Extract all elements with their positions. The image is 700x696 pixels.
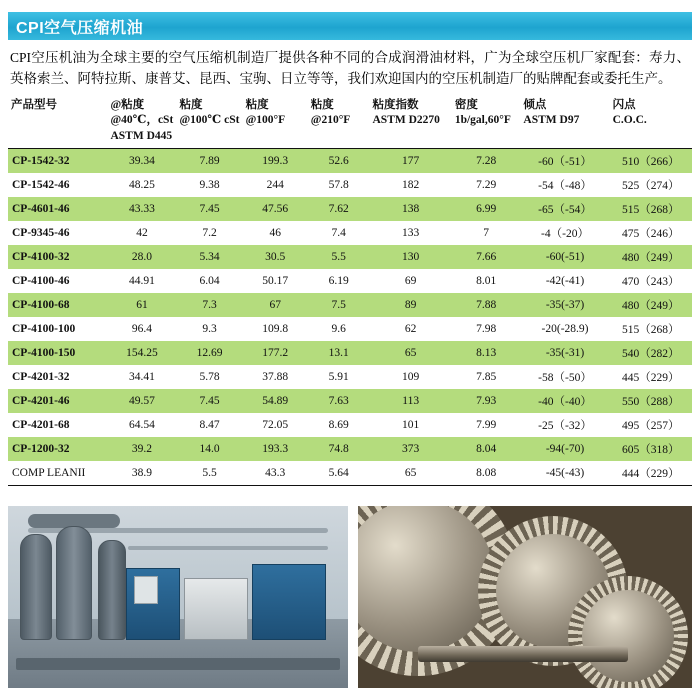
cell-v100f: 46 <box>269 227 281 240</box>
cell-pour: -4（-20） <box>541 228 589 241</box>
cell-v40: 154.25 <box>107 341 176 365</box>
column-header-viscosity-100f <box>243 96 308 149</box>
cell-v40: 42 <box>136 227 148 240</box>
cell-density: 7.99 <box>476 419 497 432</box>
cell-vi: 182 <box>402 179 420 192</box>
cell-flash: 480（249） <box>610 293 692 317</box>
cell-flash: 475（246） <box>622 228 680 241</box>
cell-v100c: 7.45 <box>176 197 242 221</box>
cell-flash: 445（229） <box>622 372 680 385</box>
cell-flash: 525（274） <box>622 180 680 193</box>
cell-v100c: 5.78 <box>199 371 220 384</box>
cell-v210f: 74.8 <box>308 437 370 461</box>
column-header-flash-point-main: 闪点 <box>612 98 636 111</box>
cell-v100f: 54.89 <box>243 389 308 413</box>
table-row <box>8 197 692 221</box>
cell-v100f: 109.8 <box>262 323 289 336</box>
cell-flash: 480（249） <box>610 245 692 269</box>
cell-v100f: 50.17 <box>262 275 289 288</box>
cell-flash: 444（229） <box>610 461 692 486</box>
cell-flash: 470（243） <box>622 276 680 289</box>
cell-vi: 138 <box>370 197 452 221</box>
specification-table <box>8 96 692 487</box>
cell-v40: 48.25 <box>129 179 155 192</box>
cell-vi: 65 <box>370 461 452 486</box>
column-header-pour-point-main: 倾点 <box>523 98 547 111</box>
table-row <box>8 221 692 245</box>
column-header-flash-point-sub: C.O.C. <box>612 114 647 127</box>
cell-vi: 130 <box>370 245 452 269</box>
cell-v210f: 57.8 <box>328 179 349 192</box>
cell-flash: 515（268） <box>610 197 692 221</box>
cell-v210f: 52.6 <box>308 149 370 174</box>
cell-v40: 28.0 <box>107 245 176 269</box>
cell-v100f: 30.5 <box>243 245 308 269</box>
industrial-gears-photo <box>358 506 692 688</box>
cell-pour: -58（-50） <box>538 372 592 385</box>
gear-small-right <box>568 576 688 688</box>
air-tank-3 <box>98 540 126 640</box>
table-row <box>8 173 692 197</box>
column-header-viscosity-100f-sub: @100°F <box>245 114 286 127</box>
table-row <box>8 245 692 269</box>
cell-v100c: 7.2 <box>202 227 217 240</box>
gear-hub-left <box>395 553 441 599</box>
cell-v40: 96.4 <box>131 323 153 336</box>
intro-text: CPI空压机油为全球主要的空气压缩机制造厂提供各种不同的合成润滑油材料，广为全球空压机厂家配套：寿力、英格索兰、阿特拉斯、康普艾、昆西、宝驹、日立等等，我们欢迎国内的空压机制造厂的贴牌配套或委托生产。 <box>10 50 690 86</box>
cell-v100c: 6.04 <box>199 275 220 288</box>
cell-v210f: 13.1 <box>308 341 370 365</box>
table-row <box>8 317 692 341</box>
cell-v40: 34.41 <box>129 371 155 384</box>
column-header-pour-point-sub: ASTM D97 <box>523 114 580 127</box>
cell-density: 7.98 <box>476 323 497 336</box>
cell-density: 7.66 <box>452 245 521 269</box>
cell-pour: -94(-70) <box>520 437 609 461</box>
cell-pour: -20(-28.9) <box>541 323 589 336</box>
cell-flash: 605（318） <box>610 437 692 461</box>
cell-vi: 113 <box>370 389 452 413</box>
compressor-unit-2 <box>184 578 248 640</box>
cell-model: CP-4201-68 <box>12 419 70 432</box>
cell-v40: 39.2 <box>107 437 176 461</box>
cell-v210f: 8.69 <box>328 419 349 432</box>
cell-v210f: 7.5 <box>308 293 370 317</box>
cell-flash: 495（257） <box>622 420 680 433</box>
gear-hub-center <box>534 572 572 610</box>
cell-v40: 38.9 <box>107 461 176 486</box>
cell-v40: 49.57 <box>107 389 176 413</box>
cell-v100f: 72.05 <box>262 419 289 432</box>
column-header-pour-point <box>520 96 609 149</box>
cell-flash: 540（282） <box>610 341 692 365</box>
cell-v100c: 14.0 <box>176 437 242 461</box>
cell-density: 8.13 <box>452 341 521 365</box>
air-tank-1 <box>20 534 52 640</box>
cell-v100f: 37.88 <box>262 371 289 384</box>
cell-v40: 64.54 <box>129 419 155 432</box>
cell-v210f: 5.64 <box>308 461 370 486</box>
cell-v100f: 47.56 <box>243 197 308 221</box>
cell-vi: 69 <box>404 275 417 288</box>
cell-pour: -40（-40） <box>520 389 609 413</box>
cell-v100c: 5.34 <box>176 245 242 269</box>
cell-v40: 61 <box>107 293 176 317</box>
cell-v100f: 199.3 <box>243 149 308 174</box>
cell-flash: 515（268） <box>622 324 680 337</box>
cell-model: CP-4100-32 <box>8 245 107 269</box>
column-header-viscosity-100f-main: 粘度 <box>245 98 269 111</box>
cell-model: CP-1200-32 <box>8 437 107 461</box>
cell-pour: -42(-41) <box>545 275 585 288</box>
cell-density: 8.01 <box>476 275 497 288</box>
cell-pour: -45(-43) <box>520 461 609 486</box>
cell-pour: -35(-37) <box>520 293 609 317</box>
cell-density: 7 <box>483 227 489 240</box>
table-row <box>8 461 692 486</box>
equipment-base <box>16 658 340 670</box>
overhead-pipe-2 <box>128 546 328 550</box>
column-header-viscosity-index-main: 粘度指数 <box>372 98 419 111</box>
cell-model: CP-1542-32 <box>8 149 107 174</box>
cell-pour: -25（-32） <box>538 420 592 433</box>
cell-model: CP-1542-46 <box>12 179 70 192</box>
table-header <box>8 96 692 149</box>
air-compressor-station-photo <box>8 506 348 688</box>
table-row <box>8 269 692 293</box>
cell-flash: 550（288） <box>610 389 692 413</box>
cell-pour: -60(-51) <box>520 245 609 269</box>
control-panel <box>134 576 158 604</box>
column-header-viscosity-40c-main: @粘度 <box>110 98 145 111</box>
column-header-viscosity-100c-main: 粘度 <box>179 98 203 111</box>
cell-model: CP-4601-46 <box>8 197 107 221</box>
photo-strip <box>8 506 692 688</box>
cell-v210f: 6.19 <box>328 275 349 288</box>
intro-paragraph <box>10 48 690 90</box>
table-row <box>8 149 692 174</box>
cell-model: CP-4201-46 <box>8 389 107 413</box>
cell-model: CP-4100-68 <box>8 293 107 317</box>
column-header-viscosity-210f <box>308 96 370 149</box>
column-header-density-main: 密度 <box>454 98 478 111</box>
table-row <box>8 365 692 389</box>
cell-vi: 89 <box>370 293 452 317</box>
cell-density: 6.99 <box>452 197 521 221</box>
column-header-viscosity-210f-sub: @210°F <box>310 114 351 127</box>
table-row <box>8 389 692 413</box>
cell-v100c: 7.3 <box>176 293 242 317</box>
cell-v100c: 8.47 <box>199 419 220 432</box>
cell-v100f: 43.3 <box>243 461 308 486</box>
gear-shaft <box>418 646 628 662</box>
column-header-viscosity-index-sub: ASTM D2270 <box>372 114 440 127</box>
column-header-model-main: 产品型号 <box>11 98 57 111</box>
cell-v100c: 9.3 <box>202 323 217 336</box>
cell-v100f: 193.3 <box>243 437 308 461</box>
cell-vi: 133 <box>402 227 420 240</box>
cell-v210f: 5.91 <box>328 371 349 384</box>
cell-density: 8.04 <box>452 437 521 461</box>
cell-v40: 44.91 <box>129 275 155 288</box>
column-header-viscosity-40c <box>107 96 176 149</box>
column-header-viscosity-210f-main: 粘度 <box>310 98 334 111</box>
cell-model: CP-4100-150 <box>8 341 107 365</box>
cell-pour: -60（-51） <box>520 149 609 174</box>
cell-v40: 43.33 <box>107 197 176 221</box>
table-row <box>8 437 692 461</box>
column-header-model <box>8 96 107 149</box>
cell-model: CP-4100-100 <box>12 323 76 336</box>
product-page <box>0 12 700 696</box>
cell-model: CP-4100-46 <box>12 275 70 288</box>
cell-density: 7.93 <box>452 389 521 413</box>
cell-pour: -35(-31) <box>520 341 609 365</box>
cell-v100c: 9.38 <box>199 179 220 192</box>
cell-v40: 39.34 <box>107 149 176 174</box>
cell-v210f: 9.6 <box>331 323 346 336</box>
column-header-viscosity-40c-sub: @40℃，cSt <box>110 114 174 127</box>
cell-v100c: 7.89 <box>176 149 242 174</box>
table-row <box>8 293 692 317</box>
cell-v100f: 67 <box>243 293 308 317</box>
column-header-flash-point <box>610 96 692 149</box>
cell-vi: 177 <box>370 149 452 174</box>
cell-vi: 62 <box>404 323 417 336</box>
cell-model: COMP LEANII <box>8 461 107 486</box>
cell-v100c: 12.69 <box>176 341 242 365</box>
cell-v210f: 5.5 <box>308 245 370 269</box>
page-title: CPI空气压缩机油 <box>16 19 144 37</box>
cell-v210f: 7.62 <box>308 197 370 221</box>
cell-model: CP-4201-32 <box>12 371 70 384</box>
cell-pour: -65（-54） <box>520 197 609 221</box>
cell-model: CP-9345-46 <box>12 227 70 240</box>
cell-flash: 510（266） <box>610 149 692 174</box>
compressor-unit-3 <box>252 564 326 640</box>
column-header-viscosity-index <box>370 96 452 149</box>
table-row <box>8 413 692 437</box>
column-header-density <box>452 96 521 149</box>
cell-v210f: 7.63 <box>308 389 370 413</box>
table-header-row <box>8 96 692 149</box>
cell-density: 8.08 <box>452 461 521 486</box>
table-body <box>8 149 692 486</box>
cell-v210f: 7.4 <box>331 227 346 240</box>
page-title-bar <box>8 12 692 40</box>
cell-vi: 109 <box>402 371 420 384</box>
column-header-density-sub: 1b/gal,60°F <box>454 114 511 127</box>
cell-vi: 101 <box>402 419 420 432</box>
cell-density: 7.29 <box>476 179 497 192</box>
cell-density: 7.28 <box>452 149 521 174</box>
cell-density: 7.85 <box>476 371 497 384</box>
column-header-viscosity-40c-sub2: ASTM D445 <box>110 129 173 142</box>
cell-v100f: 177.2 <box>243 341 308 365</box>
column-header-viscosity-100c <box>176 96 242 149</box>
cell-v100f: 244 <box>266 179 284 192</box>
cell-density: 7.88 <box>452 293 521 317</box>
cell-vi: 65 <box>370 341 452 365</box>
column-header-viscosity-100c-sub: @100℃ cSt <box>179 114 240 127</box>
cell-pour: -54（-48） <box>538 180 592 193</box>
table-row <box>8 341 692 365</box>
cell-vi: 373 <box>370 437 452 461</box>
air-tank-2 <box>56 526 92 640</box>
cell-v100c: 7.45 <box>176 389 242 413</box>
cell-v100c: 5.5 <box>176 461 242 486</box>
